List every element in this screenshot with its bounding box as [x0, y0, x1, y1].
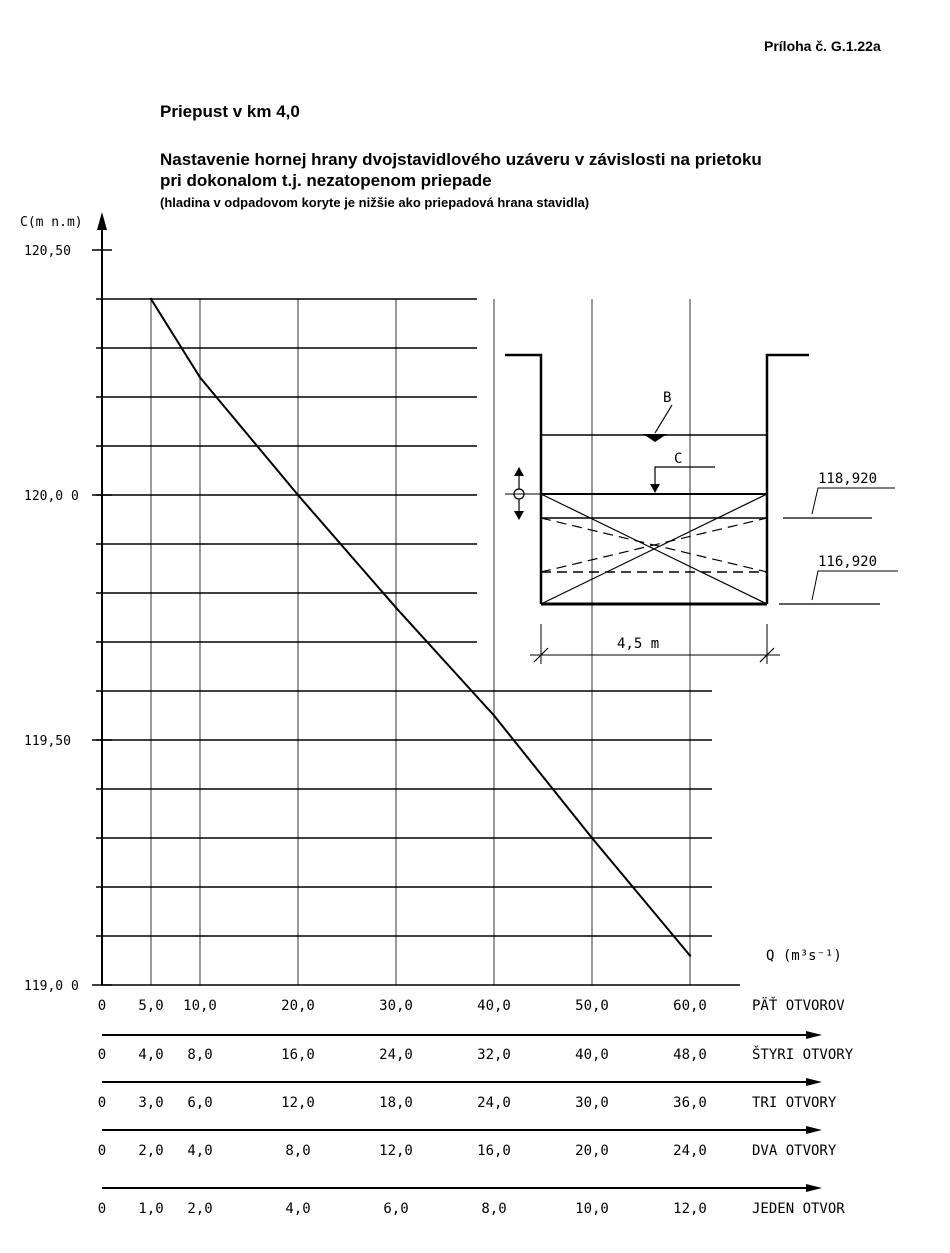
x-scale-2-tick-label-1: 3,0: [138, 1095, 164, 1111]
annex-number: Príloha č. G.1.22a: [764, 38, 881, 54]
x-scale-2-tick-label-6: 30,0: [575, 1095, 609, 1111]
x-scale-4-name: JEDEN OTVOR: [752, 1201, 845, 1217]
y-axis-label: C(m n.m): [20, 215, 83, 230]
water-level-marker: [643, 434, 667, 442]
arrow-c-leader: [655, 467, 715, 491]
subtitle-line-1: Nastavenie hornej hrany dvojstavidlového uzáveru v závislosti na prietoku: [160, 150, 762, 169]
x-scale-1-tick-label-0: 0: [97, 1047, 107, 1063]
label-b: B: [663, 390, 672, 406]
x-scale-0-tick-label-4: 30,0: [379, 998, 413, 1014]
x-scale-3-arrowhead: [806, 1184, 822, 1192]
x-scale-4-tick-label-6: 10,0: [575, 1201, 609, 1217]
channel-wall-right: [767, 355, 809, 604]
x-scale-4-tick-label-7: 12,0: [673, 1201, 707, 1217]
data-point-4: [493, 714, 495, 716]
x-scale-0-name: PÄŤ OTVOROV: [752, 998, 845, 1014]
x-scale-0-arrowhead: [806, 1031, 822, 1039]
data-point-6: [689, 954, 691, 956]
x-scale-4-tick-label-3: 4,0: [285, 1201, 311, 1217]
level-lower-label: 116,920: [818, 554, 878, 570]
x-scale-3-tick-label-1: 2,0: [138, 1143, 164, 1159]
x-scale-0-tick-label-7: 60,0: [673, 998, 707, 1014]
width-label: 4,5 m: [617, 636, 660, 652]
motion-arrow-up: [514, 467, 524, 476]
x-scale-3-tick-label-2: 4,0: [187, 1143, 213, 1159]
data-point-5: [591, 837, 593, 839]
x-scale-1-tick-label-4: 24,0: [379, 1047, 413, 1063]
subtitle-note: (hladina v odpadovom koryte je nižšie ako priepadová hrana stavidla): [160, 195, 590, 210]
x-scale-1-tick-label-6: 40,0: [575, 1047, 609, 1063]
y-tick-label-3: 119,0 0: [24, 979, 79, 994]
x-scale-3-tick-label-0: 0: [97, 1143, 107, 1159]
y-axis-arrow: [97, 212, 107, 230]
x-scale-3-tick-label-7: 24,0: [673, 1143, 707, 1159]
y-tick-label-0: 120,50: [24, 244, 71, 259]
data-point-3: [395, 607, 397, 609]
x-scale-2-arrowhead: [806, 1126, 822, 1134]
x-scale-2-tick-label-5: 24,0: [477, 1095, 511, 1111]
y-tick-label-1: 120,0 0: [24, 489, 79, 504]
x-scale-2-tick-label-3: 12,0: [281, 1095, 315, 1111]
x-scale-2-tick-label-2: 6,0: [187, 1095, 213, 1111]
x-scale-3-tick-label-3: 8,0: [285, 1143, 311, 1159]
x-scale-0-tick-label-1: 5,0: [138, 998, 164, 1014]
x-scale-1-tick-label-3: 16,0: [281, 1047, 315, 1063]
x-scale-1-name: ŠTYRI OTVORY: [752, 1047, 854, 1063]
x-scale-3-name: DVA OTVORY: [752, 1143, 837, 1159]
x-scale-2-tick-label-0: 0: [97, 1095, 107, 1111]
level-upper-label: 118,920: [818, 471, 878, 487]
document-title: Priepust v km 4,0: [160, 102, 300, 121]
x-scale-1-tick-label-2: 8,0: [187, 1047, 213, 1063]
motion-arrow-down: [514, 511, 524, 520]
y-tick-labels: [24, 244, 112, 994]
gate-diagram: [505, 355, 898, 664]
x-scale-1-tick-label-1: 4,0: [138, 1047, 164, 1063]
x-scale-1-tick-label-5: 32,0: [477, 1047, 511, 1063]
x-scale-2-tick-label-7: 36,0: [673, 1095, 707, 1111]
x-scale-0-tick-label-5: 40,0: [477, 998, 511, 1014]
arrow-c-head: [650, 484, 660, 493]
arrow-b-leader: [655, 405, 672, 433]
x-scale-0-tick-label-6: 50,0: [575, 998, 609, 1014]
lower-level-leader: [812, 571, 898, 600]
x-scale-4-tick-label-0: 0: [97, 1201, 107, 1217]
data-point-0: [150, 298, 152, 300]
x-scale-4-tick-label-2: 2,0: [187, 1201, 213, 1217]
channel-wall-left: [505, 355, 541, 604]
x-scales: [98, 996, 854, 1217]
x-scale-1-tick-label-7: 48,0: [673, 1047, 707, 1063]
x-axis-label: Q (m³s⁻¹): [766, 948, 842, 964]
y-tick-label-2: 119,50: [24, 734, 71, 749]
x-scale-3-tick-label-4: 12,0: [379, 1143, 413, 1159]
x-scale-0-tick-label-2: 10,0: [183, 998, 217, 1014]
x-scale-2-tick-label-4: 18,0: [379, 1095, 413, 1111]
y-axis: [20, 212, 107, 985]
x-scale-0-tick-label-0: 0: [97, 998, 107, 1014]
subtitle-line-2: pri dokonalom t.j. nezatopenom priepade: [160, 171, 492, 190]
label-c: C: [674, 451, 683, 467]
x-scale-2-name: TRI OTVORY: [752, 1095, 837, 1111]
data-point-1: [199, 376, 201, 378]
x-scale-3-tick-label-6: 20,0: [575, 1143, 609, 1159]
x-scale-4-tick-label-4: 6,0: [383, 1201, 409, 1217]
upper-level-leader: [812, 488, 895, 514]
x-scale-3-tick-label-5: 16,0: [477, 1143, 511, 1159]
x-scale-4-tick-label-1: 1,0: [138, 1201, 164, 1217]
x-scale-1-arrowhead: [806, 1078, 822, 1086]
data-point-2: [297, 494, 299, 496]
x-scale-0-tick-label-3: 20,0: [281, 998, 315, 1014]
x-scale-4-tick-label-5: 8,0: [481, 1201, 507, 1217]
